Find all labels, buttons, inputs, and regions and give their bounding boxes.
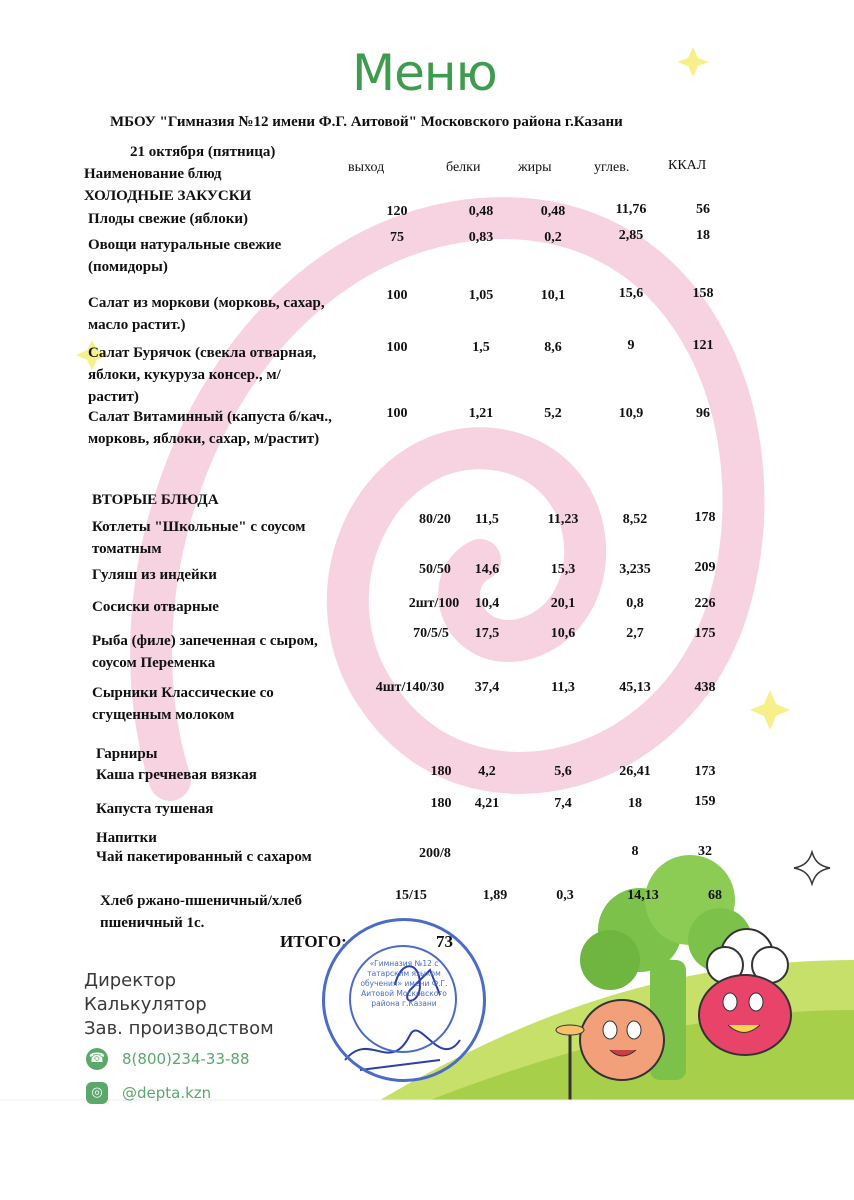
dish-carbs: 2,85 xyxy=(618,228,644,243)
dish-carbs: 0,8 xyxy=(626,596,644,611)
footer-role-director: Директор xyxy=(84,970,177,991)
total-value: 73 xyxy=(436,932,453,951)
dish-name: Хлеб ржано-пшеничный/хлеб пшеничный 1с. xyxy=(100,893,302,931)
dish-carbs: 3,235 xyxy=(619,562,651,577)
dish-carbs: 10,9 xyxy=(618,406,644,421)
dish-output: 4шт/140/30 xyxy=(375,680,445,695)
dish-fat: 5,6 xyxy=(554,764,572,779)
dish-name: Плоды свежие (яблоки) xyxy=(88,211,248,227)
dish-kcal: 178 xyxy=(694,510,716,525)
phone-link[interactable]: 8(800)234-33-88 xyxy=(122,1050,250,1068)
dish-output: 70/5/5 xyxy=(413,626,449,641)
dish-fat: 20,1 xyxy=(550,596,576,611)
section-title: Гарниры xyxy=(96,746,158,762)
dish-output: 200/8 xyxy=(419,846,451,861)
dish-name: Салат из моркови (морковь, сахар, масло растит.) xyxy=(88,295,325,333)
section-title: ВТОРЫЕ БЛЮДА xyxy=(92,492,219,508)
dish-name: Гуляш из индейки xyxy=(92,567,217,583)
dish-carbs: 18 xyxy=(628,796,642,811)
dish-fat: 10,6 xyxy=(550,626,576,641)
column-header-name: Наименование блюд xyxy=(84,166,222,182)
dish-kcal: 32 xyxy=(698,844,712,859)
dish-kcal: 18 xyxy=(696,228,710,243)
dish-carbs: 26,41 xyxy=(619,764,651,779)
dish-protein: 1,21 xyxy=(468,406,494,421)
dish-name: Салат Бурячок (свекла отварная, яблоки, кукуруза консер., м/растит) xyxy=(88,345,317,405)
dish-kcal: 226 xyxy=(694,596,716,611)
menu-date: 21 октября (пятница) xyxy=(130,144,276,160)
dish-carbs: 8 xyxy=(631,844,639,859)
footer-role-calculator: Калькулятор xyxy=(84,994,207,1015)
dish-kcal: 121 xyxy=(692,338,714,353)
dish-name: Капуста тушеная xyxy=(96,801,214,817)
dish-output: 80/20 xyxy=(419,512,451,527)
dish-fat: 15,3 xyxy=(550,562,576,577)
dish-protein: 1,89 xyxy=(482,888,508,903)
stamp-text: «Гимназия №12 с татарским языком обучения» имени Ф.Г. Аитовой Московского района г.Казани xyxy=(360,959,448,1008)
dish-kcal: 56 xyxy=(696,202,710,217)
dish-fat: 0,48 xyxy=(540,204,566,219)
dish-output: 180 xyxy=(430,796,452,811)
dish-kcal: 209 xyxy=(694,560,716,575)
dish-name: Каша гречневая вязкая xyxy=(96,767,257,783)
dish-fat: 8,6 xyxy=(544,340,562,355)
dish-name: Котлеты "Школьные" с соусом томатным xyxy=(92,519,306,557)
dish-protein: 4,21 xyxy=(474,796,500,811)
dish-output: 120 xyxy=(386,204,408,219)
dish-kcal: 173 xyxy=(694,764,716,779)
dish-name: Сырники Классические со сгущенным молоком xyxy=(92,685,274,723)
dish-fat: 7,4 xyxy=(554,796,572,811)
dish-fat: 0,2 xyxy=(544,230,562,245)
dish-carbs: 8,52 xyxy=(622,512,648,527)
dish-protein: 14,6 xyxy=(474,562,500,577)
dish-protein: 17,5 xyxy=(474,626,500,641)
dish-protein: 1,5 xyxy=(472,340,490,355)
column-header-fat: жиры xyxy=(518,160,552,175)
dish-protein: 0,48 xyxy=(468,204,494,219)
dish-fat: 11,23 xyxy=(547,512,579,527)
dish-name: Салат Витаминный (капуста б/кач., морковь, яблоки, сахар, м/растит) xyxy=(88,409,332,447)
dish-output: 75 xyxy=(390,230,404,245)
dish-kcal: 159 xyxy=(694,794,716,809)
phone-icon: ☎ xyxy=(86,1048,108,1070)
dish-fat: 11,3 xyxy=(551,680,575,695)
dish-carbs: 2,7 xyxy=(626,626,644,641)
total-label: ИТОГО: xyxy=(280,932,347,951)
dish-fat: 5,2 xyxy=(544,406,562,421)
dish-name: Чай пакетированный с сахаром xyxy=(96,849,312,865)
dish-kcal: 438 xyxy=(694,680,716,695)
dish-output: 50/50 xyxy=(419,562,451,577)
dish-name: Сосиски отварные xyxy=(92,599,219,615)
dish-output: 2шт/100 xyxy=(408,596,460,611)
dish-output: 100 xyxy=(386,288,408,303)
instagram-icon: ◎ xyxy=(86,1082,108,1104)
dish-carbs: 45,13 xyxy=(619,680,651,695)
dish-protein: 10,4 xyxy=(474,596,500,611)
official-stamp xyxy=(322,918,486,1082)
dish-name: Рыба (филе) запеченная с сыром, соусом Переменка xyxy=(92,633,318,671)
dish-kcal: 68 xyxy=(708,888,722,903)
column-header-kcal: ККАЛ xyxy=(668,158,707,173)
onion-character-icon xyxy=(580,1000,664,1080)
footer-role-production: Зав. производством xyxy=(84,1018,274,1039)
dish-protein: 1,05 xyxy=(468,288,494,303)
dish-name: Овощи натуральные свежие (помидоры) xyxy=(88,237,282,275)
dish-output: 100 xyxy=(386,340,408,355)
dish-protein: 37,4 xyxy=(474,680,500,695)
dish-output: 15/15 xyxy=(395,888,427,903)
dish-carbs: 15,6 xyxy=(618,286,644,301)
instagram-link[interactable]: @depta.kzn xyxy=(122,1084,212,1102)
dish-carbs: 9 xyxy=(627,338,635,353)
column-header-output: выход xyxy=(348,160,385,175)
dish-kcal: 158 xyxy=(692,286,714,301)
section-title: ХОЛОДНЫЕ ЗАКУСКИ xyxy=(84,188,252,204)
column-header-carbs: углев. xyxy=(594,160,630,175)
section-title: Напитки xyxy=(96,830,157,846)
dish-output: 100 xyxy=(386,406,408,421)
dish-protein: 4,2 xyxy=(478,764,496,779)
school-title: МБОУ "Гимназия №12 имени Ф.Г. Аитовой" Московского района г.Казани xyxy=(110,114,623,130)
dish-protein: 0,83 xyxy=(468,230,494,245)
dish-fat: 10,1 xyxy=(540,288,566,303)
dish-output: 180 xyxy=(430,764,452,779)
dish-kcal: 175 xyxy=(694,626,716,641)
dish-carbs: 14,13 xyxy=(627,888,659,903)
dish-fat: 0,3 xyxy=(556,888,574,903)
menu-logo: Меню xyxy=(352,44,497,102)
dish-carbs: 11,76 xyxy=(615,202,647,217)
dish-kcal: 96 xyxy=(696,406,710,421)
column-header-protein: белки xyxy=(446,160,481,175)
dish-protein: 11,5 xyxy=(475,512,499,527)
